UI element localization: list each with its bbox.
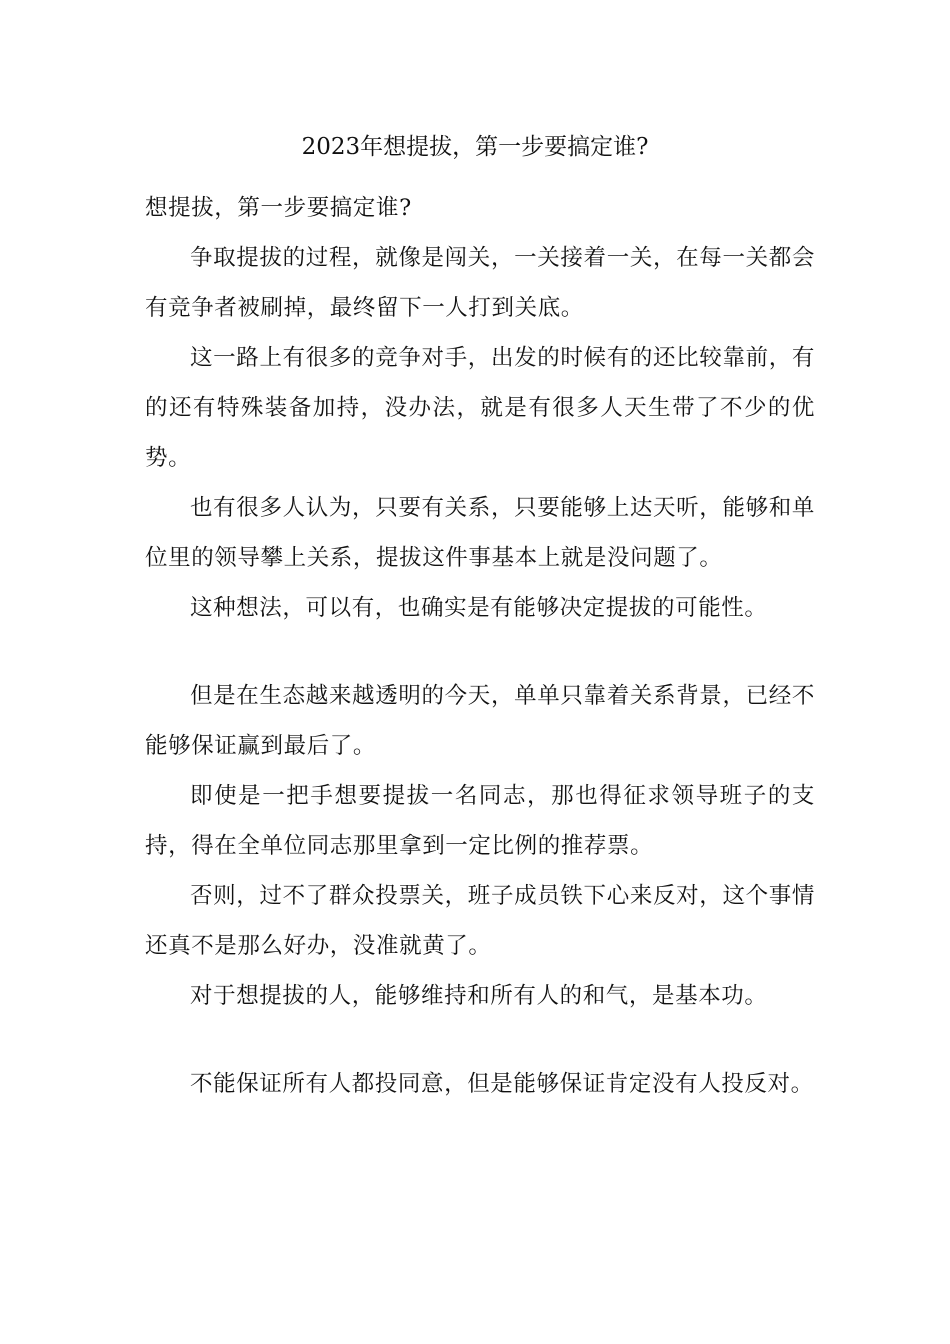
paragraph: 但是在生态越来越透明的今天，单单只靠着关系背景，已经不能够保证赢到最后了。	[145, 683, 815, 759]
paragraph: 对于想提拔的人，能够维持和所有人的和气，是基本功。	[190, 983, 768, 1009]
paragraph-subtitle: 想提拔，第一步要搞定谁?	[145, 195, 412, 221]
paragraph: 这种想法，可以有，也确实是有能够决定提拔的可能性。	[190, 595, 768, 621]
paragraph: 不能保证所有人都投同意，但是能够保证肯定没有人投反对。	[190, 1071, 814, 1097]
paragraph: 也有很多人认为，只要有关系，只要能够上达天听，能够和单位里的领导攀上关系，提拔这件事基本上就是没问题了。	[145, 495, 815, 571]
paragraph: 争取提拔的过程，就像是闯关，一关接着一关，在每一关都会有竞争者被刷掉，最终留下一人打到关底。	[145, 245, 815, 321]
paragraph: 否则，过不了群众投票关，班子成员铁下心来反对，这个事情还真不是那么好办，没准就黄了。	[145, 883, 815, 959]
paragraph: 这一路上有很多的竞争对手，出发的时候有的还比较靠前，有的还有特殊装备加持，没办法，就是有很多人天生带了不少的优势。	[145, 345, 815, 471]
paragraph: 即使是一把手想要提拔一名同志，那也得征求领导班子的支持，得在全单位同志那里拿到一定比例的推荐票。	[145, 783, 815, 859]
document-title: 2023年想提拔，第一步要搞定谁?	[301, 134, 649, 160]
document-body	[145, 183, 815, 1109]
